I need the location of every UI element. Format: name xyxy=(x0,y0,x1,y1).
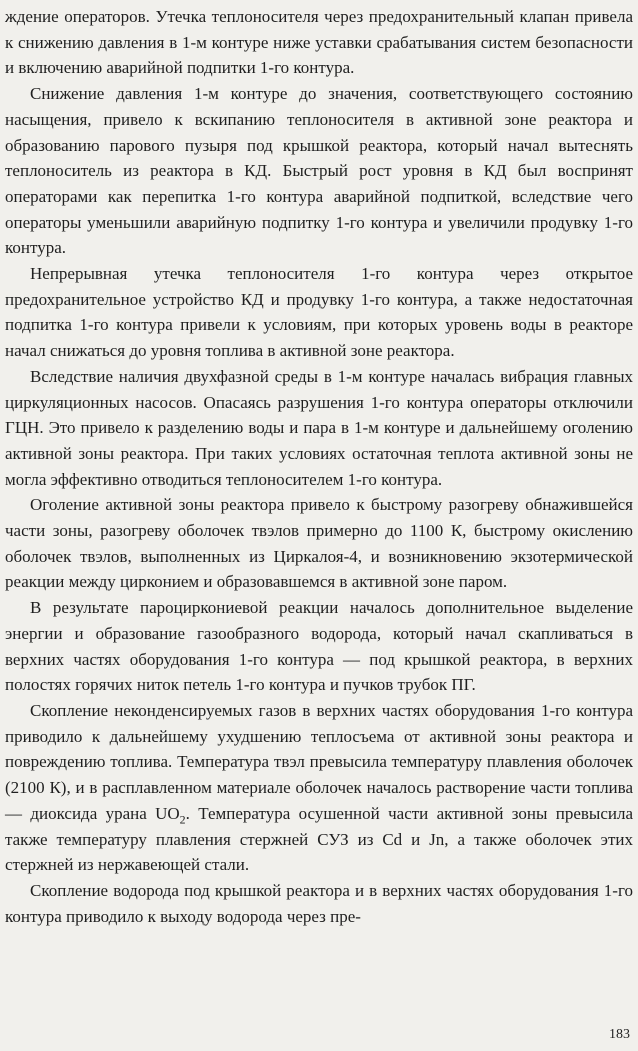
paragraph: В результате пароциркониевой реакции началось дополнительное выделение энергии и образование газообразного водорода, который начал скапливаться в верхних частях оборудования 1-го контура — под крышкой реактора, в верхних полостях горячих ниток петель 1-го контура и пучков трубок ПГ. xyxy=(5,598,633,695)
paragraph: Вследствие наличия двухфазной среды в 1-м контуре началась вибрация главных циркуляционных насосов. Опасаясь разрушения 1-го контура операторы отключили ГЦН. Это привело к разделению воды и пара в 1-м контуре и дальнейшему оголению активной зоны реактора. При таких условиях остаточная теплота активной зоны не могла эффективно отводиться теплоносителем 1-го контура. xyxy=(5,366,633,489)
paragraph-continuation: ждение операторов. Утечка теплоносителя через предохранительный клапан привела к снижению давления в 1-м контуре ниже уставки срабатывания систем безопасности и включению аварийной подпитки 1-го контура. xyxy=(5,7,633,78)
paragraph: Скопление водорода под крышкой реактора и в верхних частях оборудования 1-го контура приводило к выходу водорода через пре- xyxy=(5,880,633,926)
paragraph-with-formula xyxy=(5,698,633,878)
page-number: 183 xyxy=(609,1027,630,1042)
paragraph: Непрерывная утечка теплоносителя 1-го контура через открытое предохранительное устройство КД и продувку 1-го контура, а также недостаточная подпитка 1-го контура привели к условиям, при которых уровень воды в реакторе начал снижаться до уровня топлива в активной зоне реактора. xyxy=(5,264,633,361)
paragraph-text: Скопление неконденсируемых газов в верхних частях оборудования 1-го контура приводило к дальнейшему ухудшению теплосъема от активной зоны реактора и повреждению топлива. Температура твэл превысила температуру плавления оболочек (2100 К), и в расплавленном материале оболочек началось растворение части топлива — диоксида урана UO xyxy=(5,700,633,823)
paragraph-text: . Температура осушенной части активной зоны превысила также температуру плавления стержней СУЗ из Cd и Jn, а также оболочек этих стержней из нержавеющей стали. xyxy=(5,803,633,875)
paragraph: Снижение давления 1-м контуре до значения, соответствующего состоянию насыщения, привело к вскипанию теплоносителя в активной зоне реактора и образованию парового пузыря под крышкой реактора, который начал вытеснять теплоноситель из реактора в КД. Быстрый рост уровня в КД был воспринят операторами как перепитка 1-го контура аварийной подпиткой, вследствие чего операторы уменьшили аварийную подпитку 1-го контура и увеличили продувку 1-го контура. xyxy=(5,84,633,258)
subscript: 2 xyxy=(179,812,186,827)
paragraph: Оголение активной зоны реактора привело к быстрому разогреву обнажившейся части зоны, разогреву оболочек твэлов примерно до 1100 К, быстрому окислению оболочек твэлов, выполненных из Циркалоя-4, и возникновению экзотермической реакции между цирконием и образовавшемся в активной зоне паром. xyxy=(5,495,633,592)
